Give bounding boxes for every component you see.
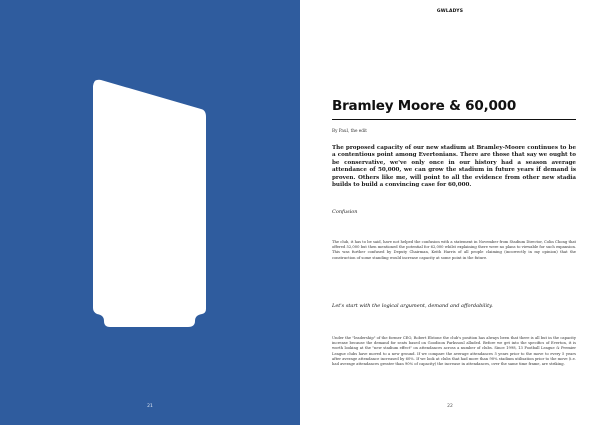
body-paragraph-1: The club, it has to be said, have not helped the confusion with a statement in November from Stadium Director, Colin Chong that offered 52,000 but then mentioned the potential for 62,000 whilst explaining there were no plans to viewable for such expansion. This was further confused by Deputy Chairman, Keith Harris of all people claiming (incorrectly in my opinion) that the construction of some standing would increase capacity at some point in the future. xyxy=(332,240,576,260)
section-heading: Confusion xyxy=(332,209,358,215)
byline: By Paul, the edit xyxy=(332,128,367,133)
page-number: 22 xyxy=(447,404,453,409)
body-paragraph-2: Under the "leadership" of the former CEO, Robert Elstone the club's position has always been that there is all but in the capacity increase because the demand for seats based on Goodison Parkssoul alluded. Before we get into the specifics of Everton, it is worth looking at the "new stadium effect" on attendances across a number of clubs. Since 1998, 13 Football League & Premier League clubs have moved to a new ground. If we compare the average attendances 5 years prior to the move to every 5 years after average attendance increased by 60%. If we look at clubs that had more than 90% stadium utilisation prior to the move (i.e. had average attendances greater than 90% of capacity) the increase in attendances, over the same time frame, are striking. xyxy=(332,336,576,367)
subheading: Let's start with the logical argument, demand and affordability. xyxy=(332,303,493,309)
intro-paragraph: The proposed capacity of our new stadium at Bramley-Moore continues to be a contentious point among Evertonians. There are those that say we ought to be conservative, we've only once in our history had a season average attendance of 50,000, we can grow the stadium in future years if demand is proven. Others like me, will point to all the evidence from other new stadia builds to build a convincing case for 60,000. xyxy=(332,145,576,189)
right-page xyxy=(300,0,600,425)
title-rule xyxy=(332,119,576,120)
page-number: 21 xyxy=(147,404,153,409)
running-head: GWLADYS xyxy=(436,9,464,14)
article-title: Bramley Moore & 60,000 xyxy=(332,98,517,114)
